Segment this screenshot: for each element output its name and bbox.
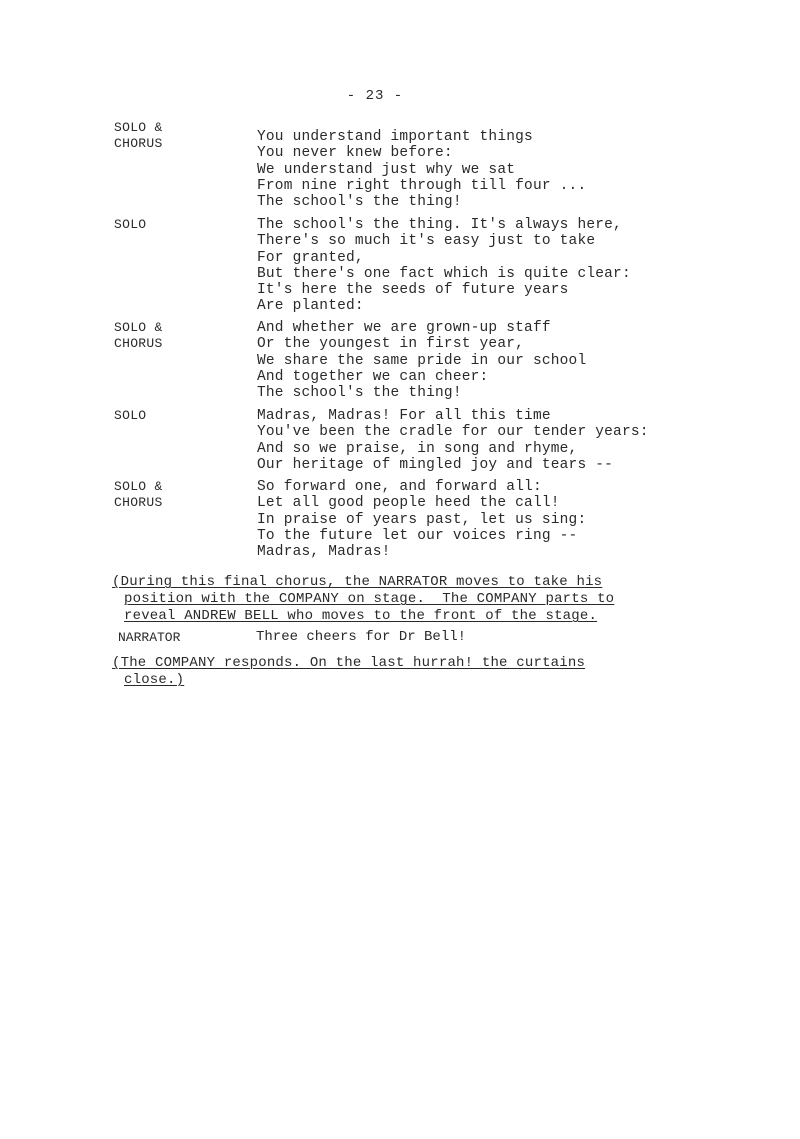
lyric-line: And whether we are grown-up staff <box>257 320 551 336</box>
lyric-lines <box>257 408 649 473</box>
speaker-label: SOLO & CHORUS <box>114 120 163 151</box>
lyric-line: Madras, Madras! <box>257 544 391 561</box>
stage-direction-line: reveal ANDREW BELL who moves to the front of the stage. <box>124 608 598 624</box>
lyric-line: For granted, <box>257 249 364 266</box>
lyric-line: In praise of years past, let us sing: <box>257 511 587 528</box>
lyric-line: And so we praise, in song and rhyme, <box>257 440 578 457</box>
lyric-line: Let all good people heed the call! <box>257 495 560 512</box>
page-number: - 23 - <box>346 88 404 104</box>
lyric-lines <box>257 217 631 315</box>
spoken-line: Three cheers for Dr Bell! <box>256 629 467 645</box>
lyric-line: You've been the cradle for our tender years: <box>257 424 649 441</box>
stage-direction <box>112 655 682 689</box>
speaker-label: SOLO & CHORUS <box>114 479 163 510</box>
stage-direction-line: close.) <box>124 672 185 688</box>
stage-direction-line: (During this final chorus, the NARRATOR moves to take his <box>112 574 603 590</box>
speaker-label: SOLO <box>114 408 147 423</box>
lyric-line: So forward one, and forward all: <box>257 479 542 495</box>
lyric-line: And together we can cheer: <box>257 368 489 385</box>
speaker-label: SOLO <box>114 217 147 232</box>
lyric-line: To the future let our voices ring -- <box>257 527 578 544</box>
lyric-lines <box>257 320 586 401</box>
lyric-line: The school's the thing. It's always here, <box>257 217 622 233</box>
lyric-lines <box>257 129 586 210</box>
lyric-line: You never knew before: <box>257 145 453 162</box>
lyric-line: You understand important things <box>257 129 533 145</box>
stage-direction-line: position with the COMPANY on stage. The COMPANY parts to <box>124 591 615 607</box>
lyric-line: Are planted: <box>257 298 364 315</box>
lyric-line: The school's the thing! <box>257 385 462 402</box>
lyric-line: From nine right through till four ... <box>257 177 587 194</box>
lyric-line: We understand just why we sat <box>257 161 516 178</box>
lyric-line: There's so much it's easy just to take <box>257 233 596 250</box>
lyric-line: But there's one fact which is quite clear: <box>257 265 631 282</box>
lyric-line: The school's the thing! <box>257 194 462 211</box>
lyric-line: Our heritage of mingled joy and tears -- <box>257 456 614 473</box>
lyric-line: We share the same pride in our school <box>257 352 587 369</box>
lyric-line: Or the youngest in first year, <box>257 336 525 353</box>
lyric-line: Madras, Madras! For all this time <box>257 408 551 424</box>
lyric-line: It's here the seeds of future years <box>257 282 569 299</box>
speaker-label: SOLO & CHORUS <box>114 320 163 351</box>
stage-direction-line: (The COMPANY responds. On the last hurrah! the curtains <box>112 655 586 671</box>
lyric-lines <box>257 479 586 560</box>
speaker-label: NARRATOR <box>118 630 181 645</box>
stage-direction <box>112 574 682 625</box>
